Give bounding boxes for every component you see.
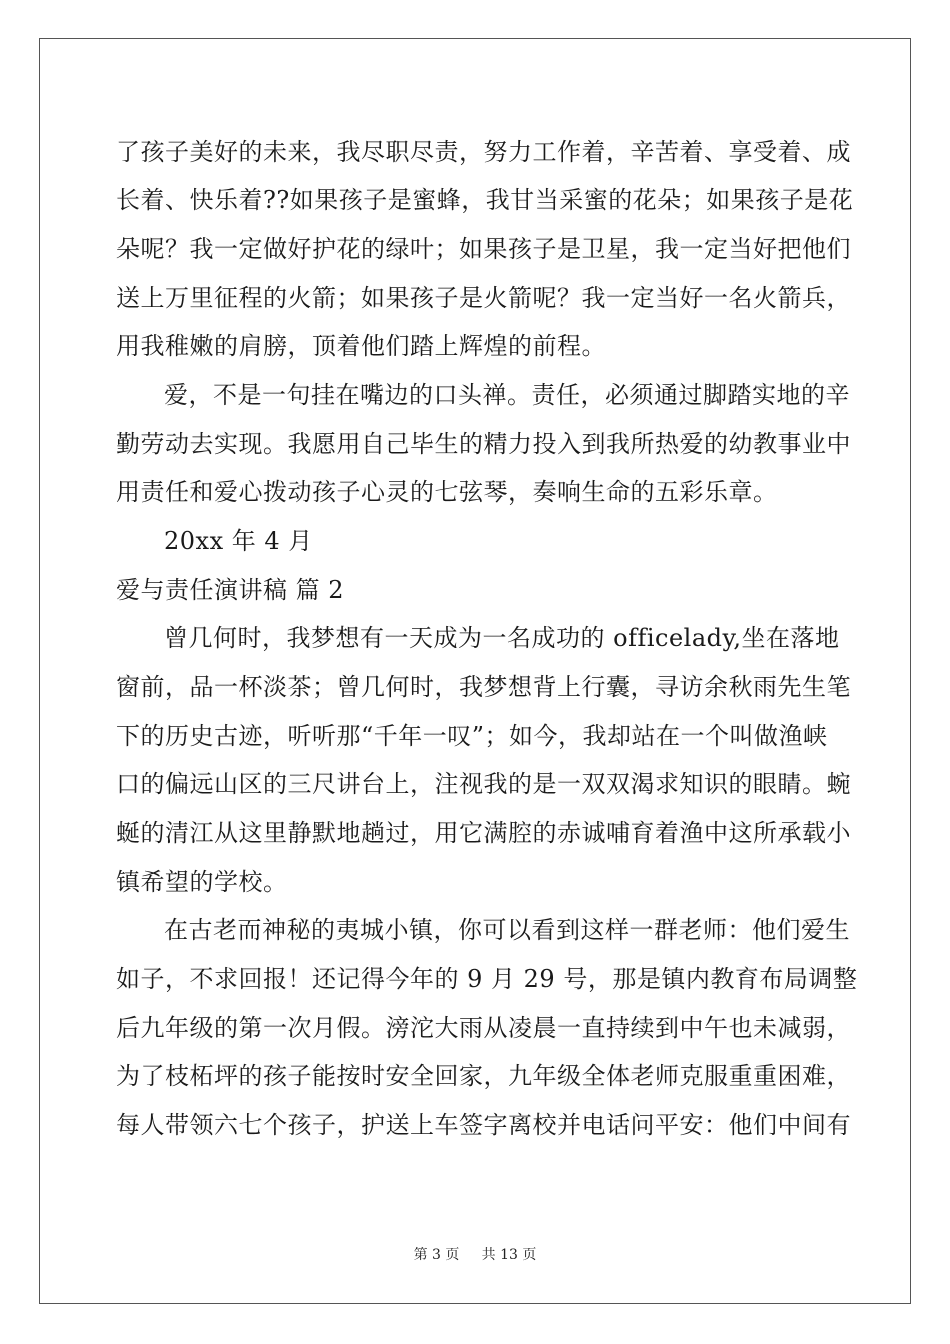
text-line: 如子，不求回报！还记得今年的 9 月 29 号，那是镇内教育布局调整 [116,965,858,993]
text-line: 为了枝柘坪的孩子能按时安全回家，九年级全体老师克服重重困难， [116,1062,851,1090]
page-footer [0,1244,950,1264]
text-line: 爱，不是一句挂在嘴边的口头禅。责任，必须通过脚踏实地的辛 [164,381,850,409]
text-line: 送上万里征程的火箭；如果孩子是火箭呢？我一定当好一名火箭兵， [116,284,851,312]
text-line: 蜒的清江从这里静默地趟过，用它满腔的赤诚哺育着渔中这所承载小 [116,819,851,847]
text-line: 镇希望的学校。 [116,868,288,896]
page-number: 第 3 页 [413,1247,460,1263]
text-line: 后九年级的第一次月假。滂沱大雨从凌晨一直持续到中午也未减弱， [116,1014,851,1042]
text-line: 曾几何时，我梦想有一天成为一名成功的 officelady,坐在落地 [164,624,840,652]
text-line: 每人带领六七个孩子，护送上车签字离校并电话问平安：他们中间有 [116,1111,851,1139]
text-line: 用责任和爱心拨动孩子心灵的七弦琴，奏响生命的五彩乐章。 [116,478,778,506]
text-line: 勤劳动去实现。我愿用自己毕生的精力投入到我所热爱的幼教事业中 [116,430,851,458]
text-line: 窗前，品一杯淡茶；曾几何时，我梦想背上行囊，寻访余秋雨先生笔 [116,673,851,701]
text-line: 用我稚嫩的肩膀，顶着他们踏上辉煌的前程。 [116,332,606,360]
text-line: 长着、快乐着??如果孩子是蜜蜂，我甘当采蜜的花朵；如果孩子是花 [116,186,854,214]
section-heading: 爱与责任演讲稿 篇 2 [116,576,345,604]
text-line: 在古老而神秘的夷城小镇，你可以看到这样一群老师：他们爱生 [164,916,850,944]
text-line: 朵呢？我一定做好护花的绿叶；如果孩子是卫星，我一定当好把他们 [116,235,851,263]
text-line: 了孩子美好的未来，我尽职尽责，努力工作着，辛苦着、享受着、成 [116,138,851,166]
page-total: 共 13 页 [481,1247,537,1263]
date-line: 20xx 年 4 月 [164,527,313,555]
text-line: 口的偏远山区的三尺讲台上，注视我的是一双双渴求知识的眼睛。蜿 [116,770,851,798]
text-line: 下的历史古迹，听听那“千年一叹”；如今，我却站在一个叫做渔峡 [116,722,828,750]
